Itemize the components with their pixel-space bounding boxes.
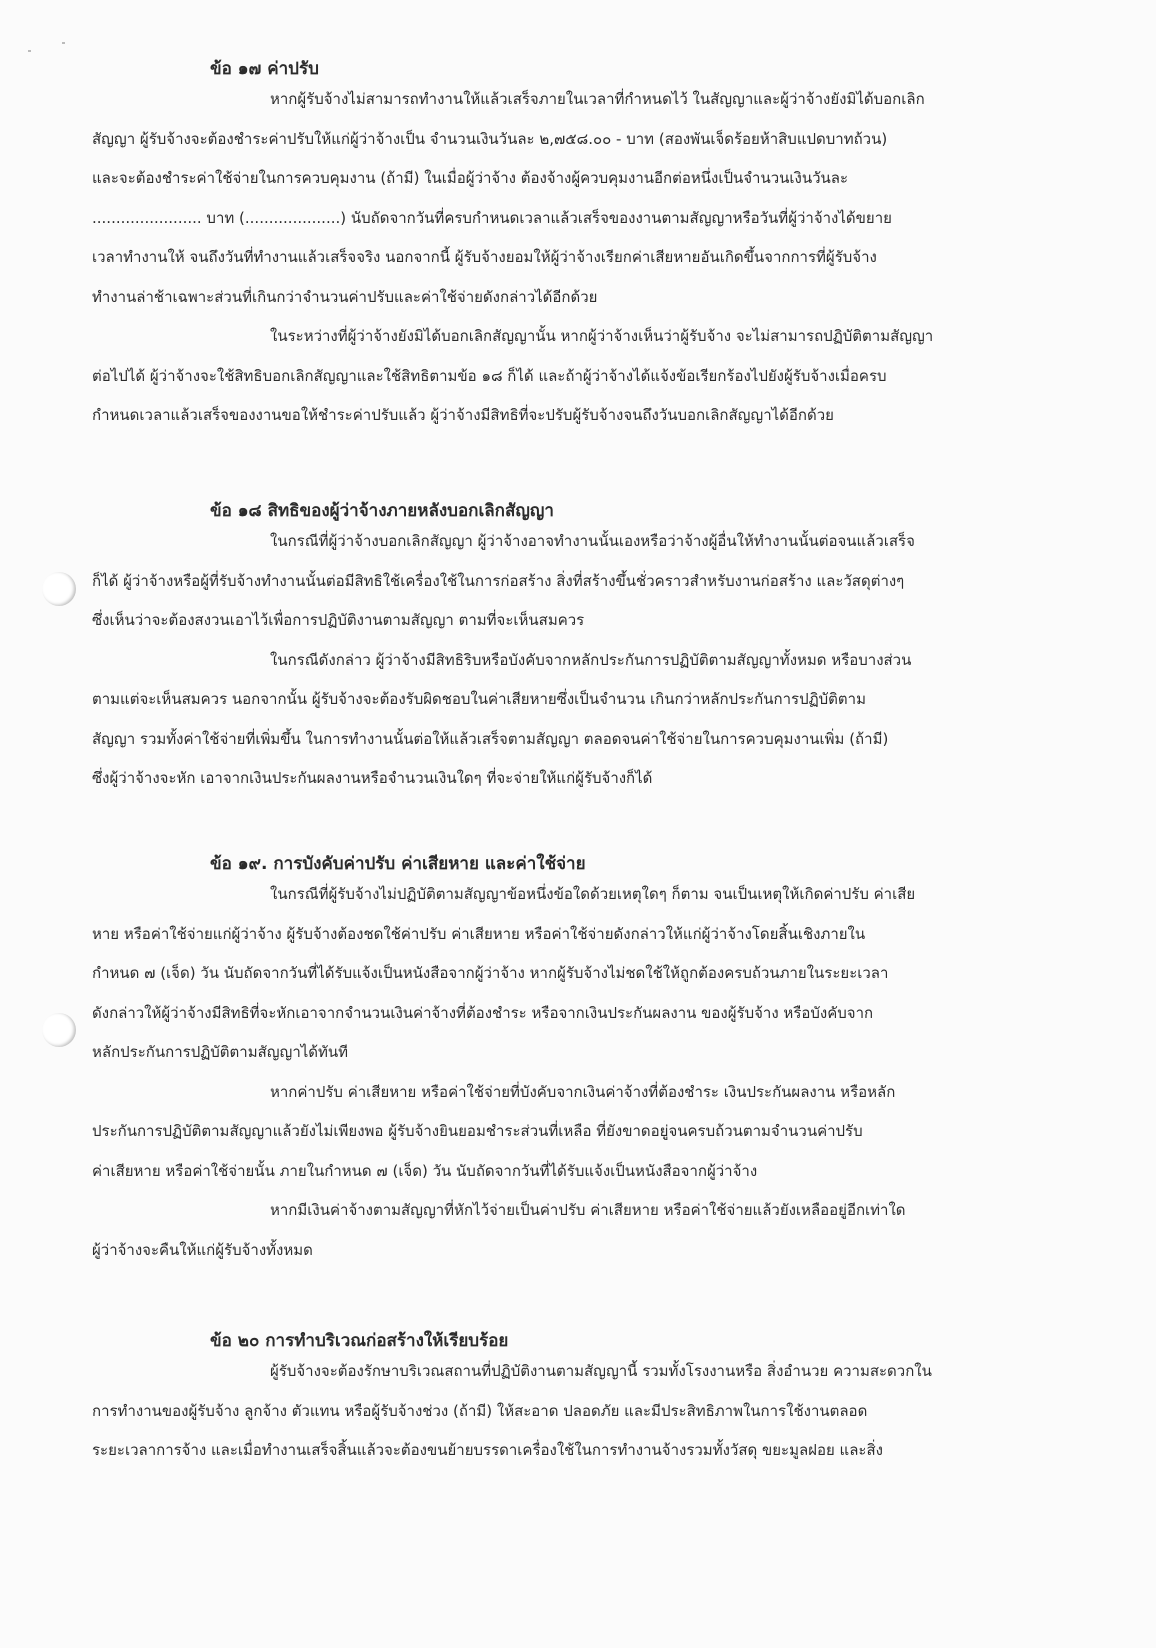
paragraph-line: ดังกล่าวให้ผู้ว่าจ้างมีสิทธิที่จะหักเอาจากจำนวนเงินค่าจ้างที่ต้องชำระ หรือจากเงินประกันผลงาน ของผู้รับจ้าง หรือบังคับจาก xyxy=(92,1003,874,1022)
paragraph-line: ผู้รับจ้างจะต้องรักษาบริเวณสถานที่ปฏิบัติงานตามสัญญานี้ รวมทั้งโรงงานหรือ สิ่งอำนวย ความสะดวกใน xyxy=(270,1362,932,1380)
punch-hole xyxy=(42,1013,76,1047)
paragraph-line: หาย หรือค่าใช้จ่ายแก่ผู้ว่าจ้าง ผู้รับจ้างต้องชดใช้ค่าปรับ ค่าเสียหาย หรือค่าใช้จ่ายดังกล่าวให้แก่ผู้ว่าจ้างโดยสิ้นเชิงภายใน xyxy=(92,924,866,943)
paragraph-line: หากผู้รับจ้างไม่สามารถทำงานให้แล้วเสร็จภายในเวลาที่กำหนดไว้ ในสัญญาและผู้ว่าจ้างยังมิได้บอกเลิก xyxy=(270,90,925,108)
clause-20 xyxy=(92,1330,1062,1479)
paragraph-line: ผู้ว่าจ้างจะคืนให้แก่ผู้รับจ้างทั้งหมด xyxy=(92,1240,313,1259)
paragraph-line: ในระหว่างที่ผู้ว่าจ้างยังมิได้บอกเลิกสัญญานั้น หากผู้ว่าจ้างเห็นว่าผู้รับจ้าง จะไม่สามารถปฏิบัติตามสัญญา xyxy=(270,327,934,345)
scan-speck xyxy=(28,50,31,52)
scan-speck xyxy=(62,42,65,44)
paragraph-line: หลักประกันการปฏิบัติตามสัญญาได้ทันที xyxy=(92,1043,349,1061)
clause-heading: ข้อ ๑๙. การบังคับค่าปรับ ค่าเสียหาย และค่าใช้จ่าย xyxy=(210,854,586,874)
paragraph-line: กำหนดเวลาแล้วเสร็จของงานขอให้ชำระค่าปรับแล้ว ผู้ว่าจ้างมีสิทธิที่จะปรับผู้รับจ้างจนถึงวันบอกเลิกสัญญาได้อีกด้วย xyxy=(92,406,834,424)
paragraph-line: ....................... บาท (....................) นับถัดจากวันที่ครบกำหนดเวลาแล้วเสร็จของงานตามสัญญาหรือวันที่ผู้ว่าจ้างได้ขยาย xyxy=(92,208,892,227)
paragraph-line: ต่อไปได้ ผู้ว่าจ้างจะใช้สิทธิบอกเลิกสัญญาและใช้สิทธิตามข้อ ๑๘ ก็ได้ และถ้าผู้ว่าจ้างได้แจ้งข้อเรียกร้องไปยังผู้รับจ้างเมื่อครบ xyxy=(92,366,887,385)
paragraph-line: ทำงานล่าช้าเฉพาะส่วนที่เกินกว่าจำนวนค่าปรับและค่าใช้จ่ายดังกล่าวได้อีกด้วย xyxy=(92,287,598,306)
paragraph-line: ค่าเสียหาย หรือค่าใช้จ่ายนั้น ภายในกำหนด ๗ (เจ็ด) วัน นับถัดจากวันที่ได้รับแจ้งเป็นหนังสือจากผู้ว่าจ้าง xyxy=(92,1161,758,1180)
paragraph-line: ตามแต่จะเห็นสมควร นอกจากนั้น ผู้รับจ้างจะต้องรับผิดชอบในค่าเสียหายซึ่งเป็นจำนวน เกินกว่าหลักประกันการปฏิบัติตาม xyxy=(92,690,866,708)
paragraph-line: และจะต้องชำระค่าใช้จ่ายในการควบคุมงาน (ถ้ามี) ในเมื่อผู้ว่าจ้าง ต้องจ้างผู้ควบคุมงานอีกต่อหนึ่งเป็นจำนวนเงินวันละ xyxy=(92,169,849,187)
paragraph-line: ในกรณีดังกล่าว ผู้ว่าจ้างมีสิทธิริบหรือบังคับจากหลักประกันการปฏิบัติตามสัญญาทั้งหมด หรือบางส่วน xyxy=(270,650,912,669)
paragraph-line: ในกรณีที่ผู้ว่าจ้างบอกเลิกสัญญา ผู้ว่าจ้างอาจทำงานนั้นเองหรือว่าจ้างผู้อื่นให้ทำงานนั้นต่อจนแล้วเสร็จ xyxy=(270,532,915,550)
paragraph-line: การทำงานของผู้รับจ้าง ลูกจ้าง ตัวแทน หรือผู้รับจ้างช่วง (ถ้ามี) ให้สะอาด ปลอดภัย และมีประสิทธิภาพในการใช้งานตลอด xyxy=(92,1401,868,1420)
paragraph-line: ซึ่งเห็นว่าจะต้องสงวนเอาไว้เพื่อการปฏิบัติงานตามสัญญา ตามที่จะเห็นสมควร xyxy=(92,611,585,629)
paragraph-line: กำหนด ๗ (เจ็ด) วัน นับถัดจากวันที่ได้รับแจ้งเป็นหนังสือจากผู้ว่าจ้าง หากผู้รับจ้างไม่ชดใช้ให้ถูกต้องครบถ้วนภายในระยะเวลา xyxy=(92,964,889,982)
paragraph-line: ก็ได้ ผู้ว่าจ้างหรือผู้ที่รับจ้างทำงานนั้นต่อมีสิทธิใช้เครื่องใช้ในการก่อสร้าง สิ่งที่สร้างขึ้นชั่วคราวสำหรับงานก่อสร้าง และวัสดุต่างๆ xyxy=(92,571,905,590)
paragraph-line: ในกรณีที่ผู้รับจ้างไม่ปฏิบัติตามสัญญาข้อหนึ่งข้อใดด้วยเหตุใดๆ ก็ตาม จนเป็นเหตุให้เกิดค่าปรับ ค่าเสีย xyxy=(270,885,916,903)
paragraph-line: ระยะเวลาการจ้าง และเมื่อทำงานเสร็จสิ้นแล้วจะต้องขนย้ายบรรดาเครื่องใช้ในการทำงานจ้างรวมทั้งวัสดุ ขยะมูลฝอย และสิ่ง xyxy=(92,1441,883,1459)
clause-18 xyxy=(92,500,1062,807)
paragraph-line: เวลาทำงานให้ จนถึงวันที่ทำงานแล้วเสร็จจริง นอกจากนี้ ผู้รับจ้างยอมให้ผู้ว่าจ้างเรียกค่าเสียหายอันเกิดขึ้นจากการที่ผู้รับจ้าง xyxy=(92,248,877,266)
clause-17 xyxy=(92,58,1062,444)
paragraph-line: ซึ่งผู้ว่าจ้างจะหัก เอาจากเงินประกันผลงานหรือจำนวนเงินใดๆ ที่จะจ่ายให้แก่ผู้รับจ้างก็ได้ xyxy=(92,769,653,787)
clause-heading: ข้อ ๑๗ ค่าปรับ xyxy=(210,59,319,79)
clause-heading: ข้อ ๑๘ สิทธิของผู้ว่าจ้างภายหลังบอกเลิกสัญญา xyxy=(210,501,554,521)
paragraph-line: หากมีเงินค่าจ้างตามสัญญาที่หักไว้จ่ายเป็นค่าปรับ ค่าเสียหาย หรือค่าใช้จ่ายแล้วยังเหลืออยู่อีกเท่าใด xyxy=(270,1201,906,1219)
paragraph-line: สัญญา รวมทั้งค่าใช้จ่ายที่เพิ่มขึ้น ในการทำงานนั้นต่อให้แล้วเสร็จตามสัญญา ตลอดจนค่าใช้จ่ายในการควบคุมงานเพิ่ม (ถ้ามี) xyxy=(92,729,889,748)
clause-heading: ข้อ ๒๐ การทำบริเวณก่อสร้างให้เรียบร้อย xyxy=(210,1331,509,1351)
paragraph-line: สัญญา ผู้รับจ้างจะต้องชำระค่าปรับให้แก่ผู้ว่าจ้างเป็น จำนวนเงินวันละ ๒,๗๕๘.๐๐ - บาท (สองพันเจ็ดร้อยห้าสิบแปดบาทถ้วน) xyxy=(92,129,888,148)
punch-hole xyxy=(42,572,76,606)
paragraph-line: หากค่าปรับ ค่าเสียหาย หรือค่าใช้จ่ายที่บังคับจากเงินค่าจ้างที่ต้องชำระ เงินประกันผลงาน หรือหลัก xyxy=(270,1082,896,1101)
paragraph-line: ประกันการปฏิบัติตามสัญญาแล้วยังไม่เพียงพอ ผู้รับจ้างยินยอมชำระส่วนที่เหลือ ที่ยังขาดอยู่จนครบถ้วนตามจำนวนค่าปรับ xyxy=(92,1122,863,1140)
clause-19 xyxy=(92,853,1062,1278)
